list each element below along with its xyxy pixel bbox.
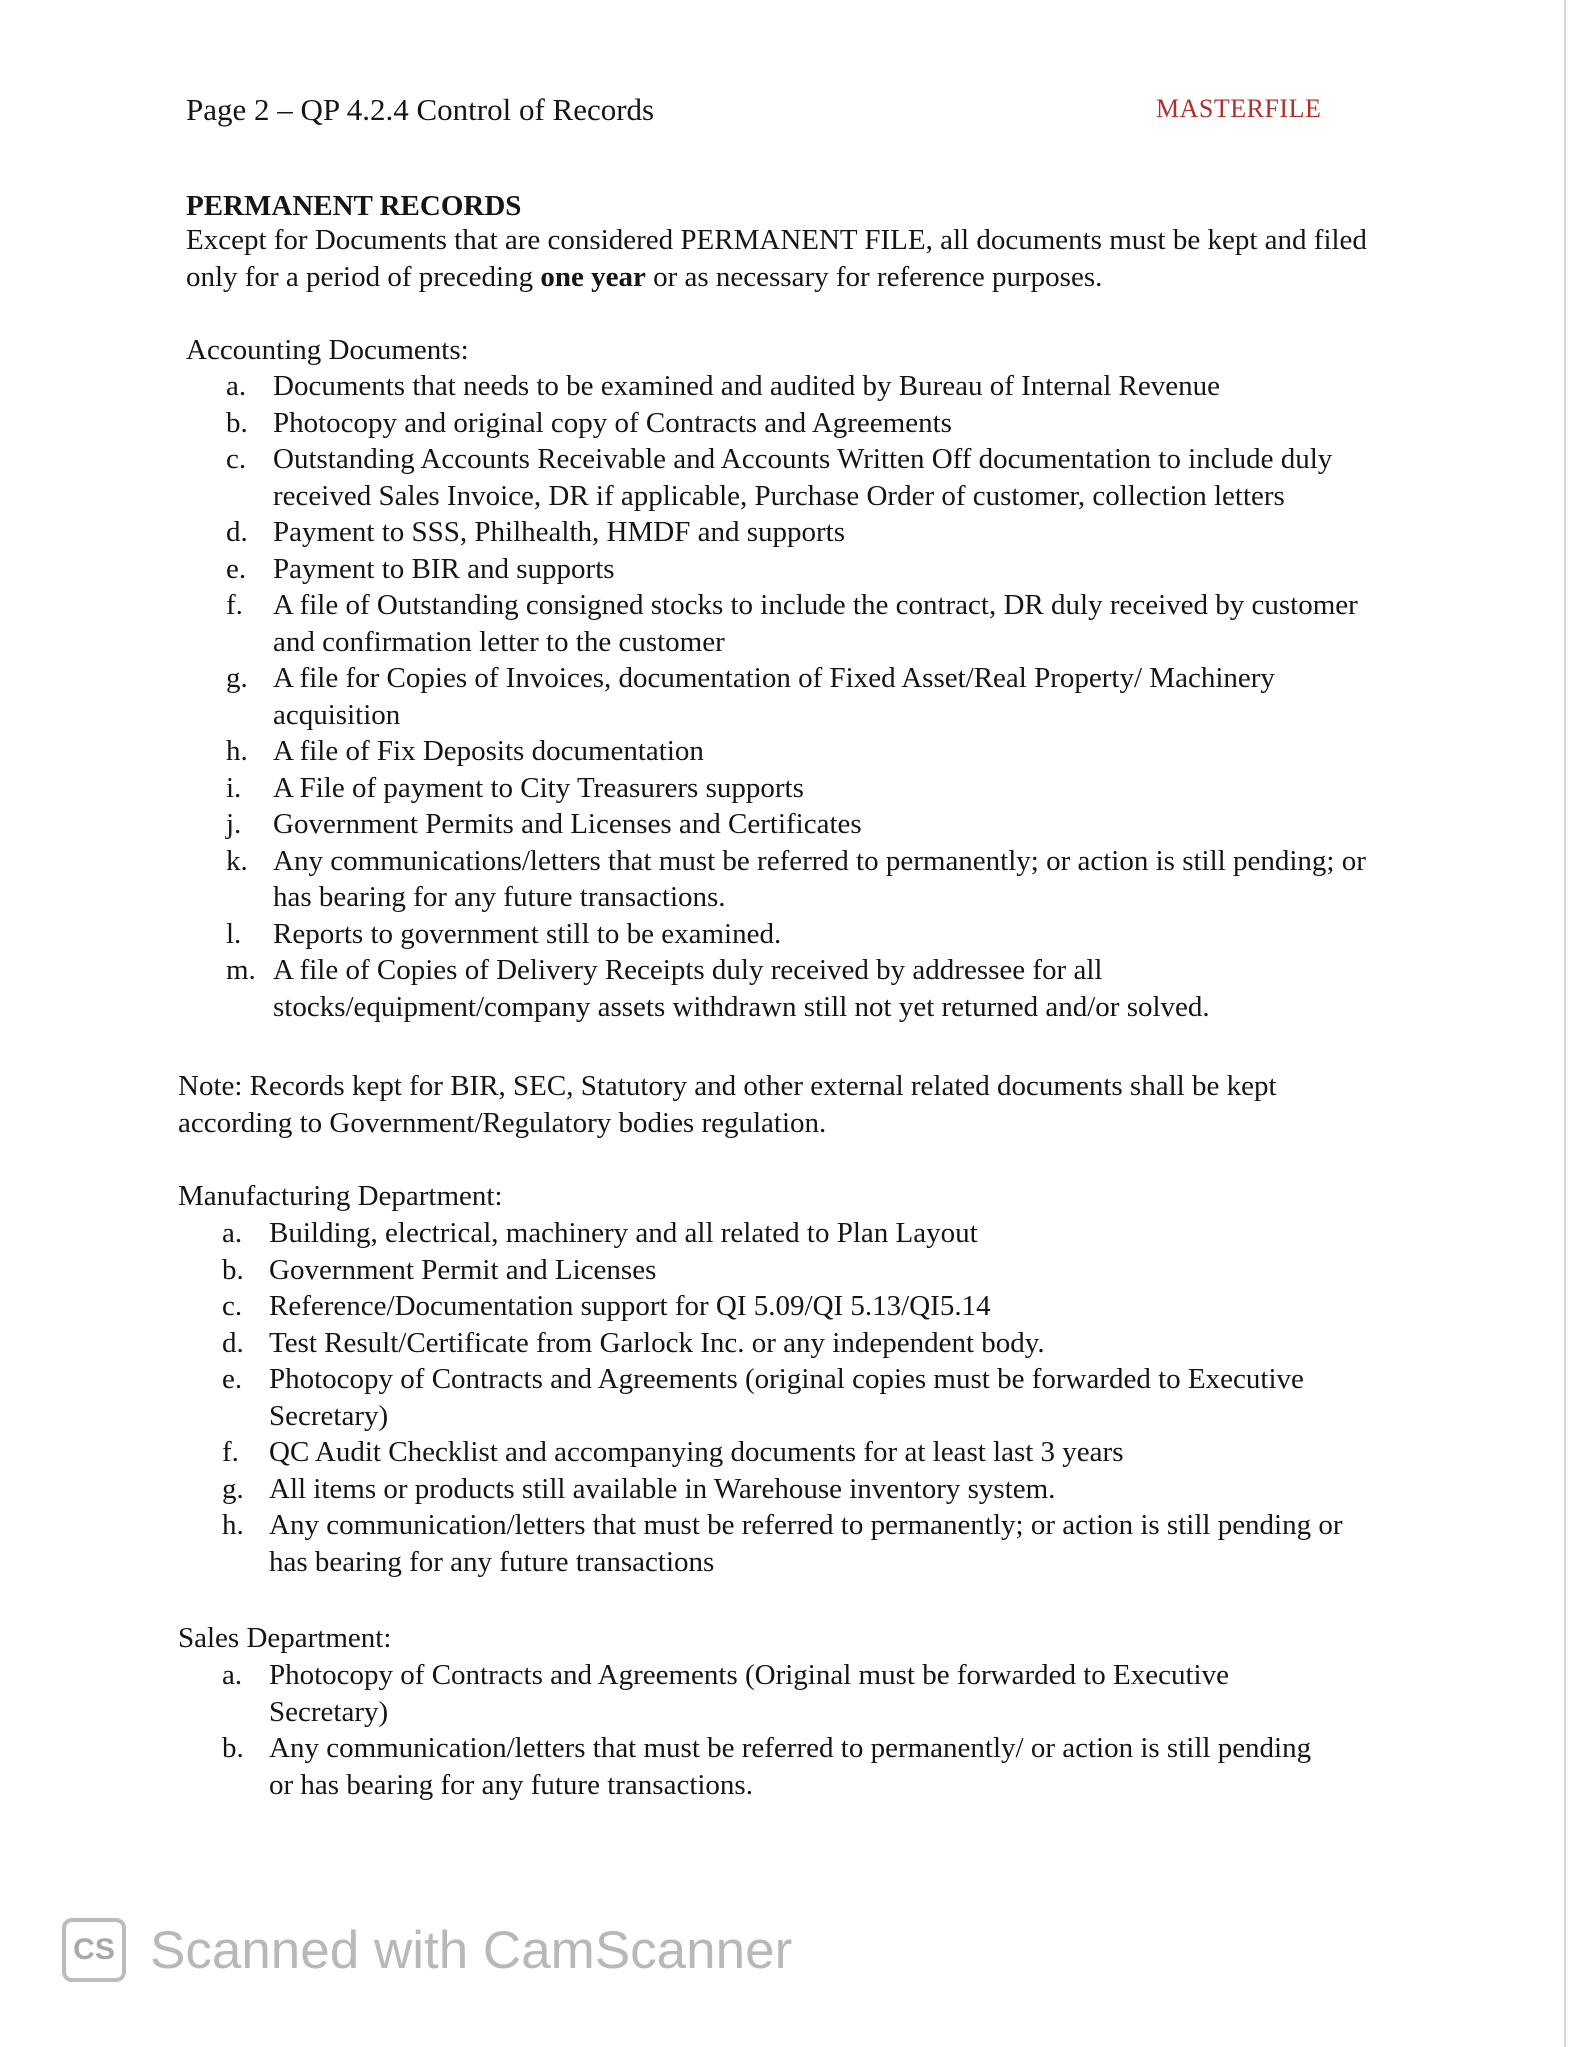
list-item-marker: a. (222, 1659, 243, 1691)
list-item-marker: d. (226, 516, 248, 548)
list-item-text: QC Audit Checklist and accompanying documents for at least last 3 years (269, 1436, 1124, 1468)
list-item-marker: h. (226, 735, 248, 767)
list-item-marker: k. (226, 844, 248, 877)
intro-text-bold: one year (540, 261, 646, 293)
list-item (226, 843, 1376, 916)
list-item-marker: i. (226, 771, 242, 804)
list-item-marker: f. (222, 1436, 239, 1468)
camscanner-text: Scanned with CamScanner (150, 1920, 793, 1980)
page-edge-divider (1564, 0, 1566, 2047)
list-item (222, 1215, 1382, 1252)
list-item (226, 368, 1376, 405)
manufacturing-label: Manufacturing Department: (178, 1180, 503, 1212)
list-item (222, 1434, 1382, 1471)
list-item-text: A file of Fix Deposits documentation (273, 735, 704, 767)
list-item (226, 441, 1376, 514)
intro-text-post: or as necessary for reference purposes. (645, 261, 1103, 293)
list-item-text: Building, electrical, machinery and all related to Plan Layout (269, 1217, 978, 1249)
list-item-text: Outstanding Accounts Receivable and Accounts Written Off documentation to include duly received Sales Invoice, DR if applicable, Purchase Order of customer, collection letters (273, 443, 1333, 512)
list-item-marker: b. (222, 1732, 244, 1764)
list-item-text: Any communication/letters that must be referred to permanently/ or action is still pending or has bearing for any future transactions. (269, 1732, 1312, 1801)
sales-list (222, 1657, 1322, 1803)
list-item-marker: h. (222, 1509, 244, 1541)
list-item (226, 514, 1376, 551)
list-item-text: A file of Outstanding consigned stocks to include the contract, DR duly received by customer and confirmation letter to the customer (273, 589, 1358, 658)
list-item-text: A file for Copies of Invoices, documentation of Fixed Asset/Real Property/ Machinery acquisition (273, 662, 1275, 731)
list-item-marker: a. (226, 370, 247, 402)
list-item (226, 551, 1376, 588)
intro-text-pre: Except for Documents that are considered PERMANENT FILE, all documents must be kept and filed only for a period of preceding (186, 224, 1367, 293)
list-item-text: Photocopy of Contracts and Agreements (Original must be forwarded to Executive Secretary) (269, 1659, 1229, 1728)
list-item-text: A File of payment to City Treasurers supports (273, 771, 804, 804)
section-heading: PERMANENT RECORDS (186, 190, 522, 222)
list-item (226, 952, 1376, 1025)
list-item-marker: c. (222, 1290, 243, 1322)
list-item-text: A file of Copies of Delivery Receipts duly received by addressee for all stocks/equipment/company assets withdrawn still not yet returned and/or solved. (273, 954, 1210, 1023)
list-item-marker: j. (226, 808, 242, 840)
list-item (222, 1252, 1382, 1289)
list-item-text: Reports to government still to be examined. (273, 917, 782, 950)
accounting-list (226, 368, 1376, 1025)
list-item-marker: l. (226, 917, 242, 950)
list-item-text: Payment to SSS, Philhealth, HMDF and supports (273, 516, 845, 548)
list-item (226, 770, 1376, 807)
list-item-text: Payment to BIR and supports (273, 552, 615, 585)
camscanner-watermark (62, 1918, 792, 1982)
list-item (226, 806, 1376, 843)
list-item-marker: b. (222, 1253, 244, 1286)
list-item (222, 1471, 1382, 1508)
list-item-marker: m. (226, 954, 256, 986)
list-item-marker: b. (226, 406, 248, 439)
list-item (222, 1361, 1382, 1434)
list-item-text: Documents that needs to be examined and audited by Bureau of Internal Revenue (273, 370, 1221, 402)
list-item-text: Photocopy of Contracts and Agreements (original copies must be forwarded to Executive Secretary) (269, 1363, 1304, 1432)
accounting-note: Note: Records kept for BIR, SEC, Statutory and other external related documents shall be kept according to Government/Regulatory bodies regulation. (178, 1070, 1277, 1139)
list-item-marker: d. (222, 1326, 244, 1359)
list-item-text: Government Permit and Licenses (269, 1253, 657, 1286)
list-item-marker: c. (226, 443, 247, 475)
list-item (222, 1657, 1322, 1730)
intro-paragraph (186, 222, 1386, 296)
list-item (222, 1507, 1382, 1580)
list-item-marker: a. (222, 1217, 243, 1249)
list-item-marker: e. (226, 552, 247, 585)
list-item (226, 916, 1376, 953)
list-item-text: Reference/Documentation support for QI 5.09/QI 5.13/QI5.14 (269, 1290, 991, 1322)
list-item-text: Photocopy and original copy of Contracts and Agreements (273, 406, 952, 439)
list-item (226, 587, 1376, 660)
list-item (222, 1730, 1322, 1803)
list-item (222, 1288, 1382, 1325)
list-item-marker: g. (222, 1472, 244, 1505)
page-header-title: Page 2 – QP 4.2.4 Control of Records (186, 92, 655, 127)
list-item-text: Any communication/letters that must be referred to permanently; or action is still pending or has bearing for any future transactions (269, 1509, 1343, 1578)
sales-label: Sales Department: (178, 1622, 392, 1654)
masterfile-stamp: MASTERFILE (1156, 94, 1322, 123)
list-item-text: Government Permits and Licenses and Certificates (273, 808, 862, 840)
list-item-marker: f. (226, 589, 243, 621)
list-item-text: Any communications/letters that must be referred to permanently; or action is still pending; or has bearing for any future transactions. (273, 844, 1366, 913)
list-item-text: All items or products still available in Warehouse inventory system. (269, 1472, 1056, 1505)
camscanner-logo: CS (62, 1918, 126, 1982)
list-item-text: Test Result/Certificate from Garlock Inc. or any independent body. (269, 1326, 1045, 1359)
list-item (226, 405, 1376, 442)
list-item (226, 660, 1376, 733)
accounting-label: Accounting Documents: (186, 334, 469, 366)
list-item-marker: e. (222, 1363, 243, 1395)
manufacturing-list (222, 1215, 1382, 1580)
list-item (226, 733, 1376, 770)
list-item (222, 1325, 1382, 1362)
list-item-marker: g. (226, 662, 248, 694)
